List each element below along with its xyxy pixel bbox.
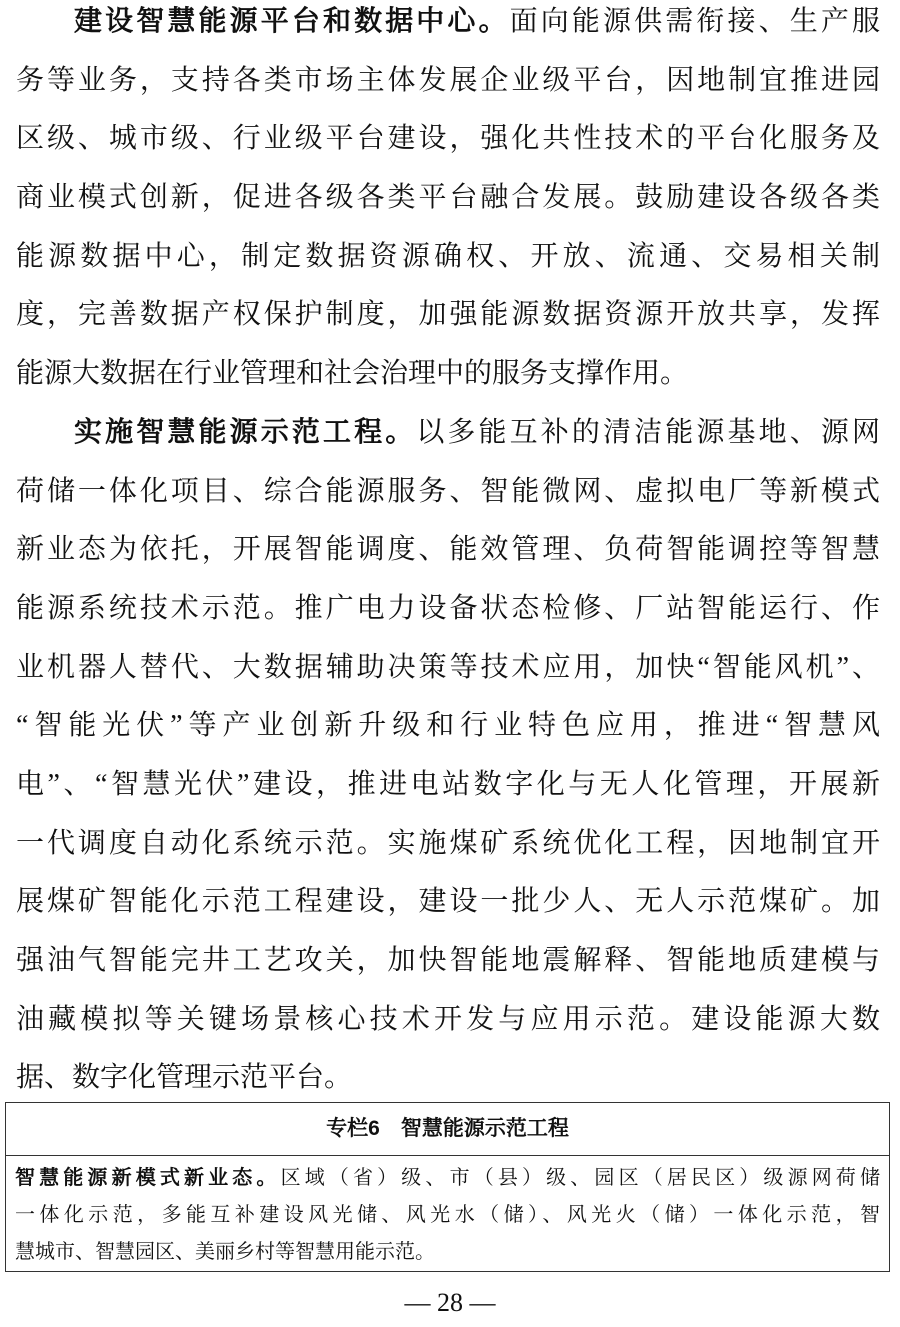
paragraph-line: 一代调度自动化系统示范。实施煤矿系统优化工程，因地制宜开	[16, 827, 880, 859]
box-text: 区域（省）级、市（县）级、园区（居民区）级源网荷储	[280, 1167, 881, 1189]
paragraph-line: 业机器人替代、大数据辅助决策等技术应用，加快“智能风机”、	[16, 651, 880, 683]
paragraph-line: 能源数据中心，制定数据资源确权、开放、流通、交易相关制	[16, 240, 880, 272]
box-line: 慧城市、智慧园区、美丽乡村等智慧用能示范。	[15, 1241, 435, 1263]
paragraph-line: 能源系统技术示范。推广电力设备状态检修、厂站智能运行、作	[16, 592, 880, 624]
box-title: 专栏6 智慧能源示范工程	[6, 1103, 889, 1156]
box-body	[6, 1156, 889, 1271]
paragraph-heading: 建设智慧能源平台和数据中心。	[74, 6, 510, 37]
paragraph-line: 油藏模拟等关键场景核心技术开发与应用示范。建设能源大数	[16, 1003, 880, 1035]
sidebar-box	[5, 1102, 890, 1272]
paragraph-line: 展煤矿智能化示范工程建设，建设一批少人、无人示范煤矿。加	[16, 886, 880, 918]
paragraph-line: 电”、“智慧光伏”建设，推进电站数字化与无人化管理，开展新	[16, 768, 880, 800]
paragraph-line: “智能光伏”等产业创新升级和行业特色应用，推进“智慧风	[16, 710, 880, 742]
paragraph-line: 荷储一体化项目、综合能源服务、智能微网、虚拟电厂等新模式	[16, 475, 880, 507]
paragraph-line: 区级、城市级、行业级平台建设，强化共性技术的平台化服务及	[16, 123, 880, 155]
paragraph-line: 商业模式创新，促进各级各类平台融合发展。鼓励建设各级各类	[16, 182, 880, 214]
paragraph-line: 务等业务，支持各类市场主体发展企业级平台，因地制宜推进园	[16, 64, 880, 96]
box-line: 一体化示范，多能互补建设风光储、风光水（储）、风光火（储）一体化示范，智	[15, 1204, 880, 1226]
paragraph-line	[16, 411, 880, 470]
body-text	[16, 0, 880, 1115]
paragraph-line: 能源大数据在行业管理和社会治理中的服务支撑作用。	[16, 358, 689, 390]
paragraph-line	[16, 0, 880, 59]
paragraph-heading: 实施智慧能源示范工程。	[74, 416, 417, 448]
paragraph-text: 以多能互补的清洁能源基地、源网	[416, 416, 880, 448]
paragraph-line: 强油气智能完井工艺攻关，加快智能地震解释、智能地质建模与	[16, 945, 880, 976]
paragraph-text: 面向能源供需衔接、生产服	[509, 6, 880, 37]
page-number: — 28 —	[404, 1288, 496, 1317]
paragraph-line: 新业态为依托，开展智能调度、能效管理、负荷智能调控等智慧	[16, 534, 880, 566]
paragraph-line: 据、数字化管理示范平台。	[16, 1062, 353, 1094]
paragraph-line: 度，完善数据产权保护制度，加强能源数据资源开放共享，发挥	[16, 299, 880, 331]
box-line	[15, 1160, 880, 1197]
box-heading: 智慧能源新模式新业态。	[15, 1167, 281, 1189]
